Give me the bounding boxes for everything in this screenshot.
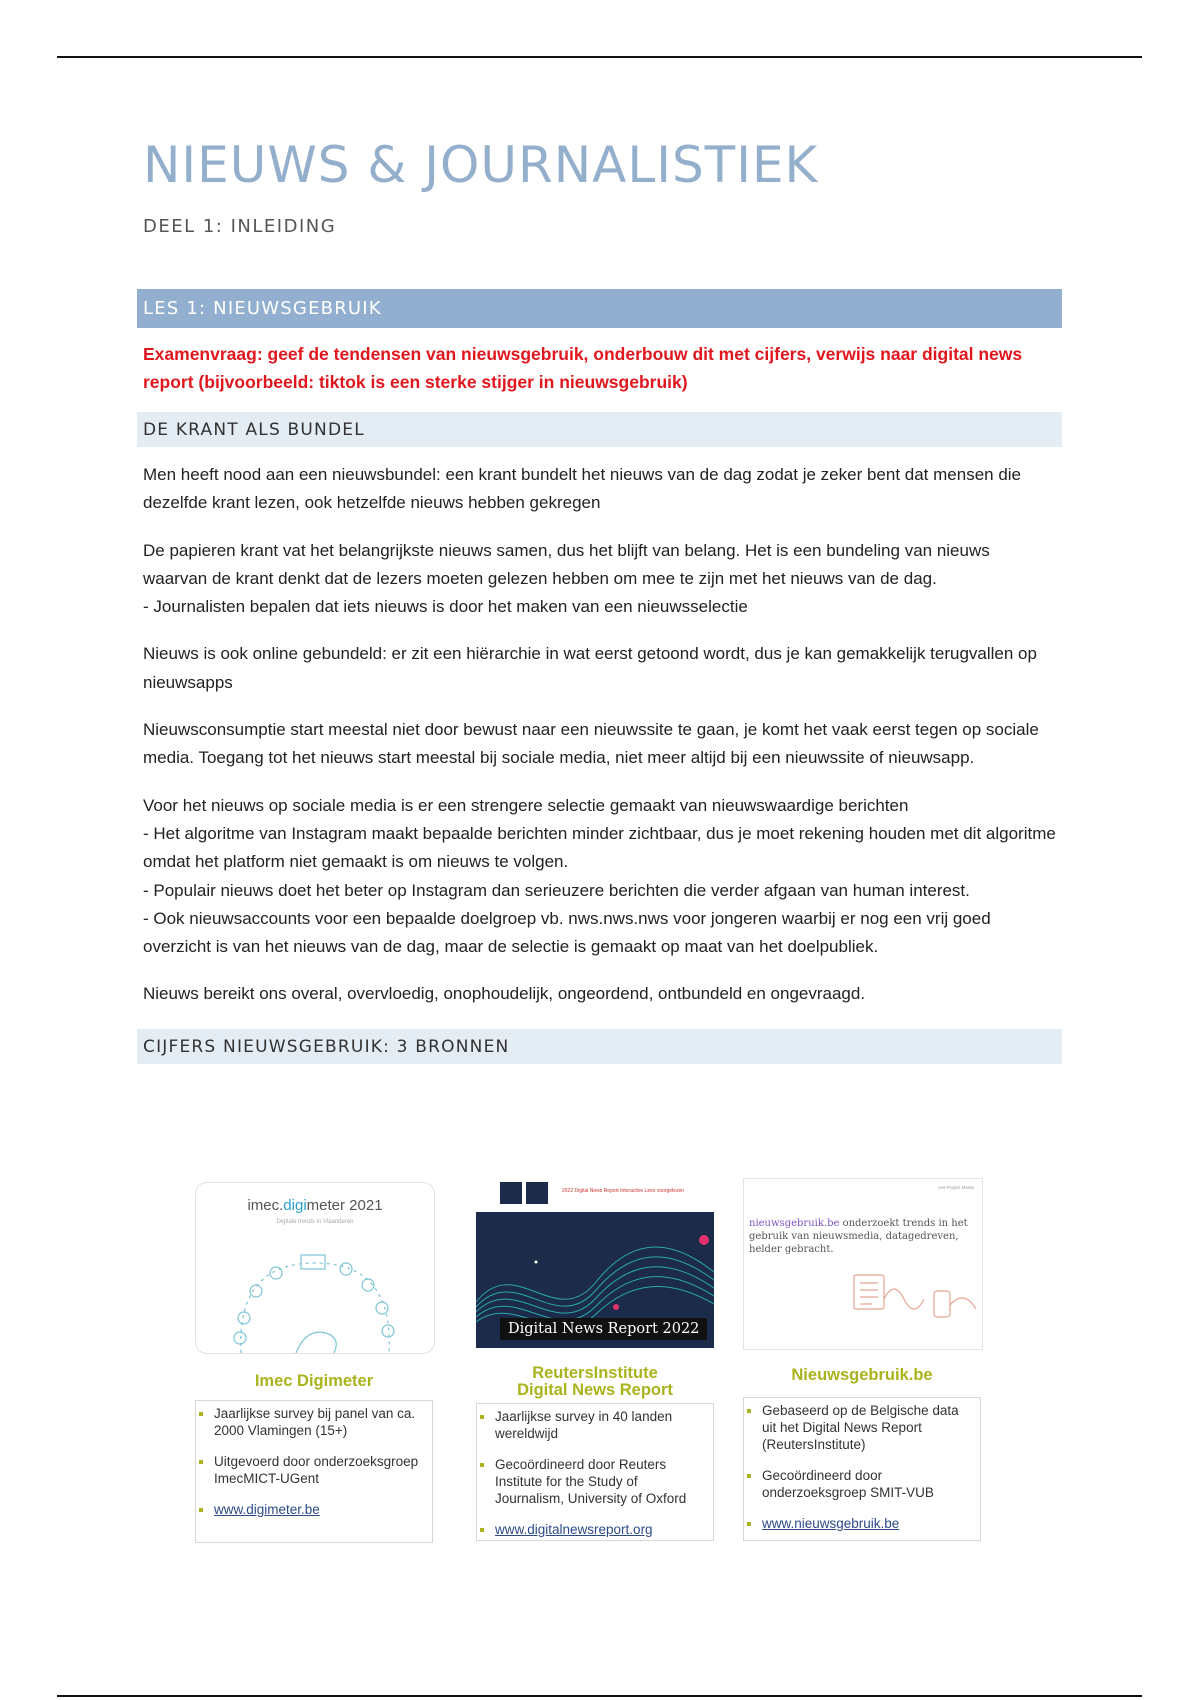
document-title: NIEUWS & JOURNALISTIEK (143, 136, 819, 194)
paragraph-line: Nieuws is ook online gebundeld: er zit een hiërarchie in wat eerst getoond wordt, dus je kan gemakkelijk terugvallen op nieuwsapps (143, 644, 1037, 692)
list-item: Gebaseerd op de Belgische data uit het Digital News Report (ReutersInstitute) (762, 1402, 974, 1453)
digimeter-logo: imec.digimeter 2021 (247, 1197, 383, 1214)
reuters-thumb-nav: 2022 Digital News Report Interactive Lees voorgelezen (562, 1188, 685, 1194)
paragraph-line: - Ook nieuwsaccounts voor een bepaalde doelgroep vb. nws.nws.nws voor jongeren waarbij er nog een vrij goed overzicht is van het nieuws van de dag, maar de selectie is gemaakt op maat van het doelpubliek. (143, 908, 991, 957)
list-item: Gecoördineerd door Reuters Institute for the Study of Journalism, University of Oxford (495, 1456, 707, 1507)
digimeter-title: Imec Digimeter (254, 1372, 374, 1390)
oxford-logo-icon (526, 1182, 548, 1204)
reuters-link[interactable]: www.digitalnewsreport.org (495, 1521, 707, 1538)
paragraph-list (137, 461, 1062, 1009)
reuters-logo-icon (500, 1182, 522, 1204)
exam-question: Examenvraag: geef de tendensen van nieuwsgebruik, onderbouw dit met cijfers, verwijs naar digital news report (bijvoorbeeld: tiktok is een sterke stijger in nieuwsgebruik) (143, 344, 1023, 392)
dnr-title-label: Digital News Report 2022 (500, 1318, 707, 1340)
document-subtitle: DEEL 1: INLEIDING (143, 216, 337, 237)
nieuwsgebruik-info-box (743, 1397, 981, 1541)
top-rule (57, 56, 1142, 58)
reuters-thumbnail (476, 1178, 714, 1348)
newspaper-phone-icon (744, 1179, 982, 1349)
reuters-info-box (476, 1403, 714, 1541)
nieuwsgebruik-title: Nieuwsgebruik.be (791, 1366, 933, 1384)
paragraph (143, 980, 1056, 1008)
list-item: Gecoördineerd door onderzoeksgroep SMIT-VUB (762, 1467, 974, 1501)
illustration-icon (196, 1183, 434, 1353)
nieuwsgebruik-thumb-text: nieuwsgebruik.be onderzoekt trends in het gebruik van nieuwsmedia, datagedreven, helder gebracht. (749, 1218, 968, 1255)
paragraph-line: - Journalisten bepalen dat iets nieuws is door het maken van een nieuwsselectie (143, 597, 748, 617)
paragraph-line: De papieren krant vat het belangrijkste nieuws samen, dus het blijft van belang. Het is een bundeling van nieuws waarvan de krant denkt dat de lezers moeten gelezen hebben om mee te zijn met het nieuws van de dag. (143, 540, 990, 588)
paragraph-line: - Het algoritme van Instagram maakt bepaalde berichten minder zichtbaar, dus je moet rekening houden met dit algoritme omdat het platform niet gemaakt is om nieuws te volgen. (143, 823, 1056, 872)
lesson-heading: LES 1: NIEUWSGEBRUIK (137, 289, 1062, 328)
paragraph-line: - Populair nieuws doet het beter op Instagram dan serieuzere berichten die verder afgaan van human interest. (143, 880, 970, 900)
paragraph (143, 461, 1056, 518)
section-heading-cijfers: CIJFERS NIEUWSGEBRUIK: 3 BRONNEN (137, 1029, 1062, 1064)
paragraph (143, 716, 1056, 773)
paragraph-line: Nieuwsconsumptie start meestal niet door bewust naar een nieuwssite te gaan, je komt het vaak eerst tegen op sociale media. Toegang tot het nieuws start meestal bij sociale media, niet meer altijd bij een nieuwssite of nieuwsapp. (143, 720, 1039, 768)
paragraph (143, 792, 1056, 962)
digimeter-info-box (195, 1400, 433, 1543)
list-item: Uitgevoerd door onderzoeksgroep ImecMICT-UGent (214, 1453, 426, 1487)
section-heading-krant: DE KRANT ALS BUNDEL (137, 412, 1062, 447)
paragraph (143, 640, 1056, 697)
reuters-thumb-header (476, 1178, 714, 1212)
document-body (137, 289, 1062, 1064)
nieuwsgebruik-thumb-nav: Het Project Media (938, 1185, 974, 1190)
list-item: Jaarlijkse survey bij panel van ca. 2000 Vlamingen (15+) (214, 1405, 426, 1439)
list-item: Jaarlijkse survey in 40 landen wereldwijd (495, 1408, 707, 1442)
paragraph-line: Voor het nieuws op sociale media is er een strengere selectie gemaakt van nieuwswaardige berichten (143, 795, 909, 815)
paragraph (143, 537, 1056, 622)
sources-panel (0, 1175, 1200, 1575)
reuters-title: ReutersInstitute Digital News Report (517, 1364, 673, 1399)
bottom-rule (57, 1695, 1142, 1697)
digimeter-thumbnail (195, 1182, 435, 1354)
nieuwsgebruik-thumbnail (743, 1178, 983, 1350)
paragraph-line: Nieuws bereikt ons overal, overvloedig, onophoudelijk, ongeordend, ontbundeld en ongevraagd. (143, 984, 866, 1004)
paragraph-line: Men heeft nood aan een nieuwsbundel: een krant bundelt het nieuws van de dag zodat je zeker bent dat mensen die dezelfde krant lezen, ook hetzelfde nieuws hebben gekregen (143, 465, 1022, 513)
nieuwsgebruik-link[interactable]: www.nieuwsgebruik.be (762, 1515, 974, 1532)
digimeter-link[interactable]: www.digimeter.be (214, 1501, 426, 1518)
digimeter-tagline: Digitale trends in Vlaanderen (276, 1219, 354, 1225)
